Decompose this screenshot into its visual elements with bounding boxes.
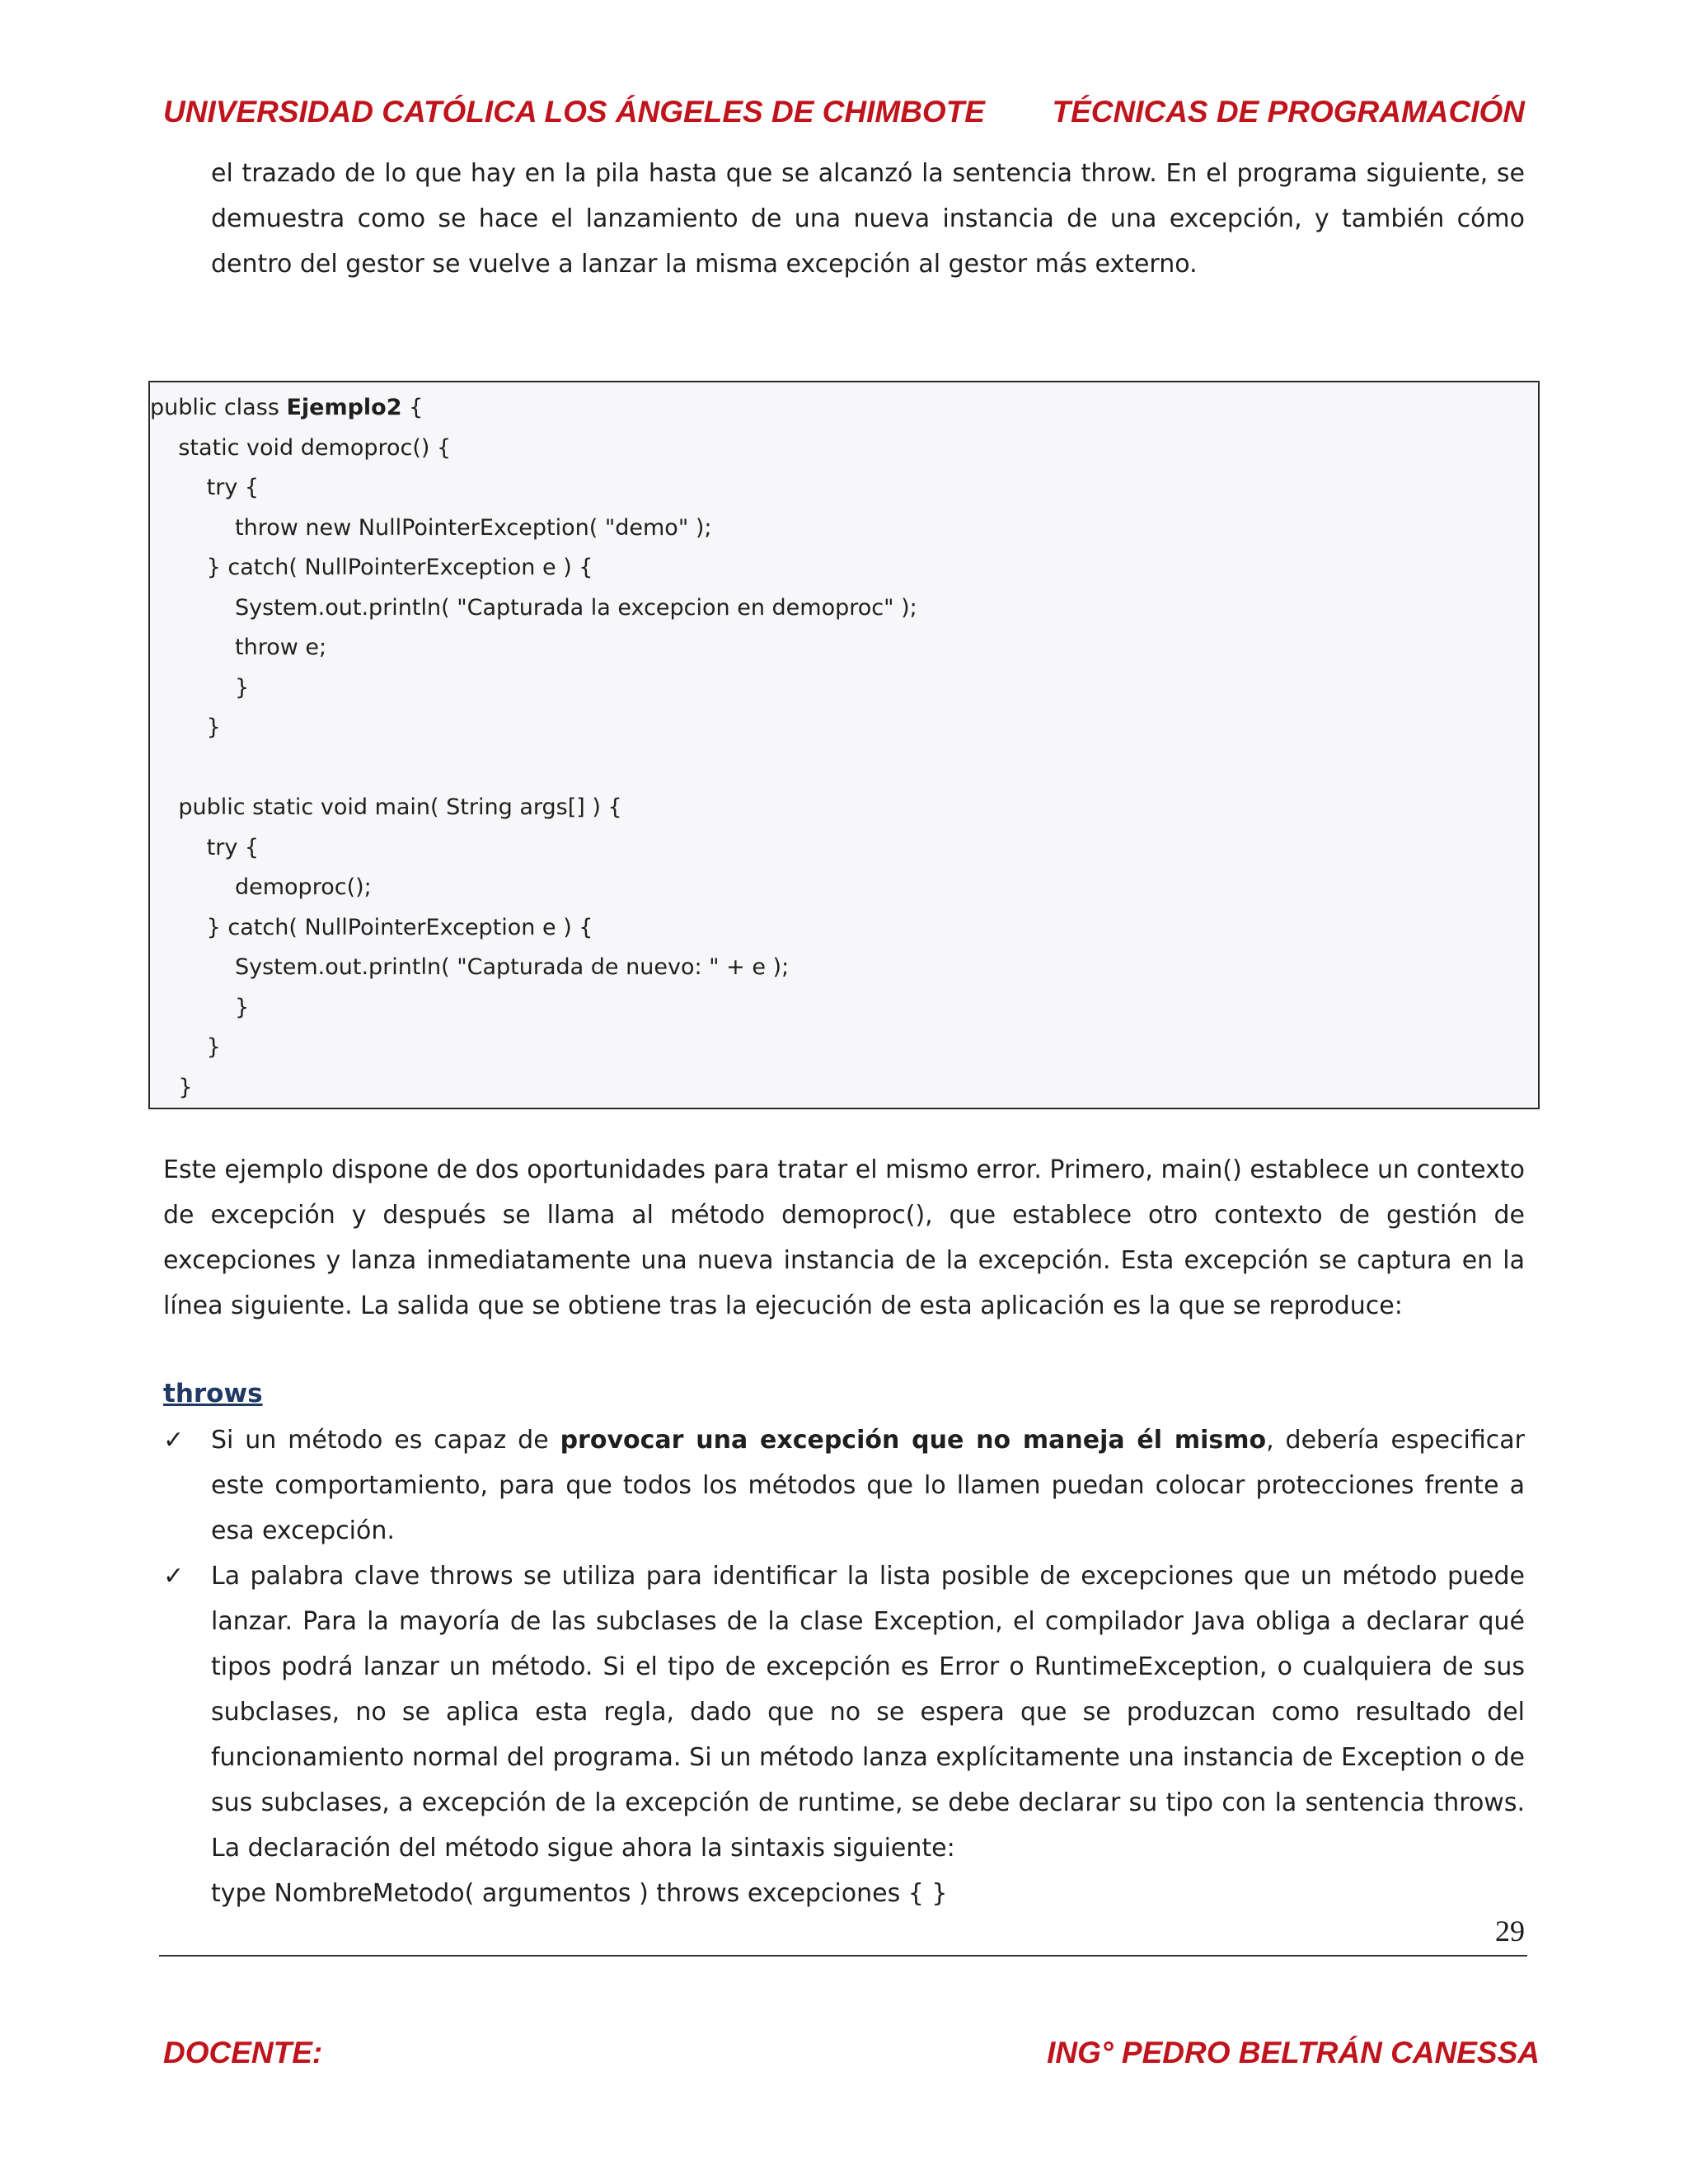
explanation-section <box>163 1147 1525 1329</box>
page-header <box>163 95 1525 136</box>
checkmark-icon: ✓ <box>163 1426 185 1455</box>
code-line: public static void main( String args[] ) { <box>150 794 622 820</box>
bullet-text-pre: Si un método es capaz de <box>211 1426 560 1455</box>
header-course: TÉCNICAS DE PROGRAMACIÓN <box>1052 95 1525 129</box>
footer-divider <box>159 1955 1527 1957</box>
footer-teacher: ING° PEDRO BELTRÁN CANESSA <box>1047 2036 1540 2069</box>
list-item <box>163 1554 1525 1916</box>
page-number: 29 <box>1495 1915 1525 1947</box>
code-line: System.out.println( "Capturada de nuevo: " + e ); <box>150 954 790 980</box>
bullet-text <box>211 1418 1525 1554</box>
code-line: } <box>150 674 250 701</box>
syntax-line: type NombreMetodo( argumentos ) throws excepciones { } <box>211 1879 948 1908</box>
code-line <box>150 748 1538 789</box>
page-footer <box>163 2036 1540 2070</box>
bullet-text-post: , debería especificar este comportamiento, para que todos los métodos que lo llamen puedan colocar protecciones frente a esa excepción. <box>211 1426 1525 1545</box>
bullet-paragraph: La palabra clave throws se utiliza para identificar la lista posible de excepciones que un método puede lanzar. Para la mayoría de las subclases de la clase Exception, el compilador Java obliga a declarar qué tipos podrá lanzar un método. Si el tipo de excepción es Error o RuntimeException, o cualquiera de sus subclases, no se aplica esta regla, dado que no se espera que se produzcan como resultado del funcionamiento normal del programa. Si un método lanza explícitamente una instancia de Exception o de sus subclases, a excepción de la excepción de runtime, se debe declarar su tipo con la sentencia throws. La declaración del método sigue ahora la sintaxis siguiente: <box>211 1562 1525 1863</box>
code-line: throw e; <box>150 635 327 660</box>
code-keyword-text: public class <box>150 395 287 420</box>
intro-section <box>211 151 1525 287</box>
code-line: } catch( NullPointerException e ) { <box>150 555 593 580</box>
code-brace: { <box>401 395 424 420</box>
code-line: } <box>150 994 250 1020</box>
bullet-list <box>163 1418 1525 1916</box>
code-line: } <box>150 1034 221 1060</box>
code-line: try { <box>150 475 260 500</box>
code-line: } <box>150 715 221 740</box>
explanation-paragraph: Este ejemplo dispone de dos oportunidades para tratar el mismo error. Primero, main() establece un contexto de excepción y después se llama al método demoproc(), que establece otro contexto de gestión de excepciones y lanza inmediatamente una nueva instancia de la excepción. Esta excepción se captura en la línea siguiente. La salida que se obtiene tras la ejecución de esta aplicación es la que se reproduce: <box>163 1155 1525 1320</box>
checkmark-icon: ✓ <box>163 1562 185 1591</box>
throws-heading: throws <box>163 1379 263 1408</box>
footer-label: DOCENTE: <box>163 2036 323 2069</box>
bullet-text <box>211 1554 1525 1916</box>
code-line: } catch( NullPointerException e ) { <box>150 914 593 940</box>
code-line <box>150 388 1538 429</box>
code-class-name: Ejemplo2 <box>286 395 402 420</box>
code-line: demoproc(); <box>150 874 372 900</box>
intro-paragraph: el trazado de lo que hay en la pila hasta que se alcanzó la sentencia throw. En el programa siguiente, se demuestra como se hace el lanzamiento de una nueva instancia de una excepción, y también cómo dentro del gestor se vuelve a lanzar la misma excepción al gestor más externo. <box>211 159 1525 279</box>
code-line: try { <box>150 834 260 860</box>
code-line: static void demoproc() { <box>150 434 452 461</box>
header-university: UNIVERSIDAD CATÓLICA LOS ÁNGELES DE CHIMBOTE <box>163 95 985 129</box>
code-block <box>148 381 1540 1109</box>
code-line: } <box>150 1074 193 1100</box>
list-item <box>163 1418 1525 1554</box>
bullet-text-bold: provocar una excepción que no maneja él mismo <box>560 1426 1267 1455</box>
code-line: System.out.println( "Capturada la excepcion en demoproc" ); <box>150 594 917 621</box>
code-line: throw new NullPointerException( "demo" ); <box>150 514 712 541</box>
